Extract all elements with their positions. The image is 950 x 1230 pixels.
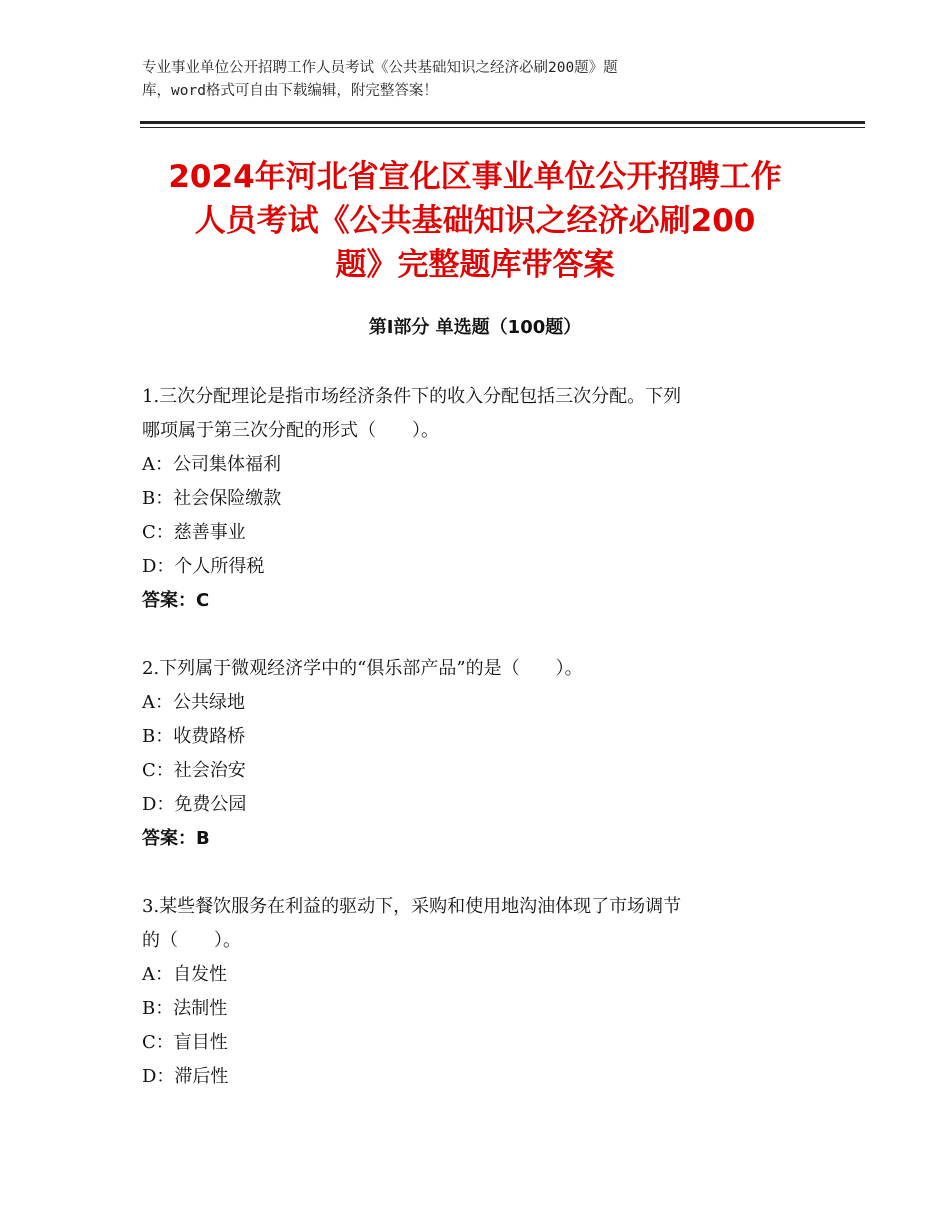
question-item xyxy=(142,892,842,1096)
question-item xyxy=(142,654,842,858)
question-list xyxy=(142,382,842,1096)
spacer xyxy=(142,858,842,892)
option-c: C：慈善事业 xyxy=(142,522,246,543)
header-divider xyxy=(140,121,865,124)
spacer xyxy=(142,620,842,654)
option-d: D：免费公园 xyxy=(142,794,247,815)
option-c: C：盲目性 xyxy=(142,1032,228,1053)
option-b: B：法制性 xyxy=(142,998,228,1019)
document-title xyxy=(100,155,850,287)
title-line: 人员考试《公共基础知识之经济必刷200 xyxy=(194,203,756,239)
question-stem: 2.下列属于微观经济学中的“俱乐部产品”的是（ ）。 xyxy=(142,658,583,679)
option-a: A：公司集体福利 xyxy=(142,454,281,475)
header-note-line: 专业事业单位公开招聘工作人员考试《公共基础知识之经济必刷200题》题 xyxy=(142,60,618,76)
title-line: 2024年河北省宣化区事业单位公开招聘工作 xyxy=(168,159,782,195)
section-heading: 第Ⅰ部分 单选题（100题） xyxy=(368,317,582,338)
question-item xyxy=(142,382,842,620)
answer-label: 答案：B xyxy=(142,828,210,849)
option-d: D：滞后性 xyxy=(142,1066,229,1087)
option-a: A：公共绿地 xyxy=(142,692,245,713)
answer-label: 答案：C xyxy=(142,590,210,611)
question-stem: 哪项属于第三次分配的形式（ ）。 xyxy=(142,420,439,441)
option-d: D：个人所得税 xyxy=(142,556,265,577)
option-a: A：自发性 xyxy=(142,964,227,985)
header-note-line: 库，word格式可自由下载编辑，附完整答案！ xyxy=(142,83,438,99)
question-stem: 3.某些餐饮服务在利益的驱动下，采购和使用地沟油体现了市场调节 xyxy=(142,896,682,917)
option-b: B：社会保险缴款 xyxy=(142,488,282,509)
header-divider-thin xyxy=(140,127,865,128)
title-line: 题》完整题库带答案 xyxy=(335,247,615,283)
option-c: C：社会治安 xyxy=(142,760,246,781)
question-stem: 的（ ）。 xyxy=(142,930,241,951)
option-b: B：收费路桥 xyxy=(142,726,246,747)
header-note xyxy=(142,57,782,103)
question-stem: 1.三次分配理论是指市场经济条件下的收入分配包括三次分配。下列 xyxy=(142,386,682,407)
